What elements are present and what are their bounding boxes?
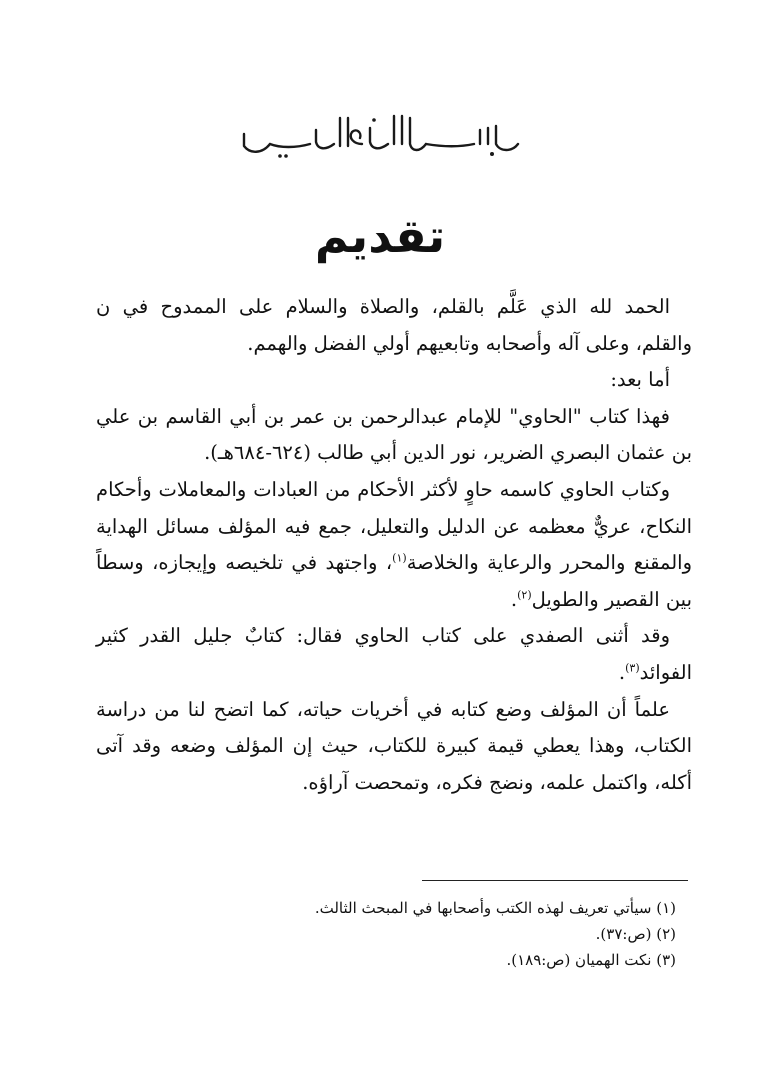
safadi-text-2: . [618, 660, 626, 684]
page-title: تقديم [314, 209, 446, 263]
main-text [96, 289, 692, 801]
footnote-ref-1[interactable]: (١) [392, 551, 407, 565]
basmala-calligraphy-image [230, 104, 530, 164]
safadi-paragraph [96, 618, 692, 691]
book-description-paragraph [96, 472, 692, 618]
book-description-text-1: وكتاب الحاوي كاسمه حاوٍ لأكثر الأحكام من العبادات والمعاملات وأحكام النكاح، عريٌّ معظمه عن الدليل والتعليل، جمع فيه المؤلف مسائل الهداية والمقنع والمحرر والرعاية والخلاصة [96, 477, 692, 575]
footnotes [96, 895, 692, 973]
book-description-text-2: ، واجتهد في تلخيصه وإيجازه، وسطاً بين القصير والطويل [96, 551, 692, 611]
footnote-3: (٣) نكت الهميان (ص:١٨٩). [506, 951, 676, 969]
book-description-text-3: . [510, 587, 518, 611]
footnote-2: (٢) (ص:٣٧). [595, 925, 676, 943]
footnote-ref-3[interactable]: (٣) [625, 661, 640, 675]
footnote-divider [422, 880, 688, 881]
intro-book-paragraph: فهذا كتاب "الحاوي" للإمام عبدالرحمن بن عمر بن أبي القاسم بن علي بن عثمان البصري الضرير، نور الدين أبي طالب (٦٢٤-٦٨٤هـ). [96, 404, 692, 465]
safadi-text-1: وقد أثنى الصفدي على كتاب الحاوي فقال: كتابٌ جليل القدر كثير الفوائد [96, 624, 692, 684]
basmala-calligraphy [0, 104, 760, 164]
opening-paragraph: الحمد لله الذي عَلَّم بالقلم، والصلاة والسلام على الممدوح في ن والقلم، وعلى آله وأصحابه وتابعيهم أولي الفضل والهمم. [96, 295, 692, 355]
closing-paragraph: علماً أن المؤلف وضع كتابه في أخريات حياته، كما اتضح لنا من دراسة الكتاب، وهذا يعطي قيمة كبيرة للكتاب، حيث إن المؤلف وضعه وقد آتى أكله، واكتمل علمه، ونضج فكره، وتمحصت آراؤه. [96, 697, 692, 794]
transition-paragraph: أما بعد: [610, 368, 670, 392]
footnote-ref-2[interactable]: (٢) [517, 588, 532, 602]
footnote-1: (١) سيأتي تعريف لهذه الكتب وأصحابها في المبحث الثالث. [314, 899, 676, 917]
